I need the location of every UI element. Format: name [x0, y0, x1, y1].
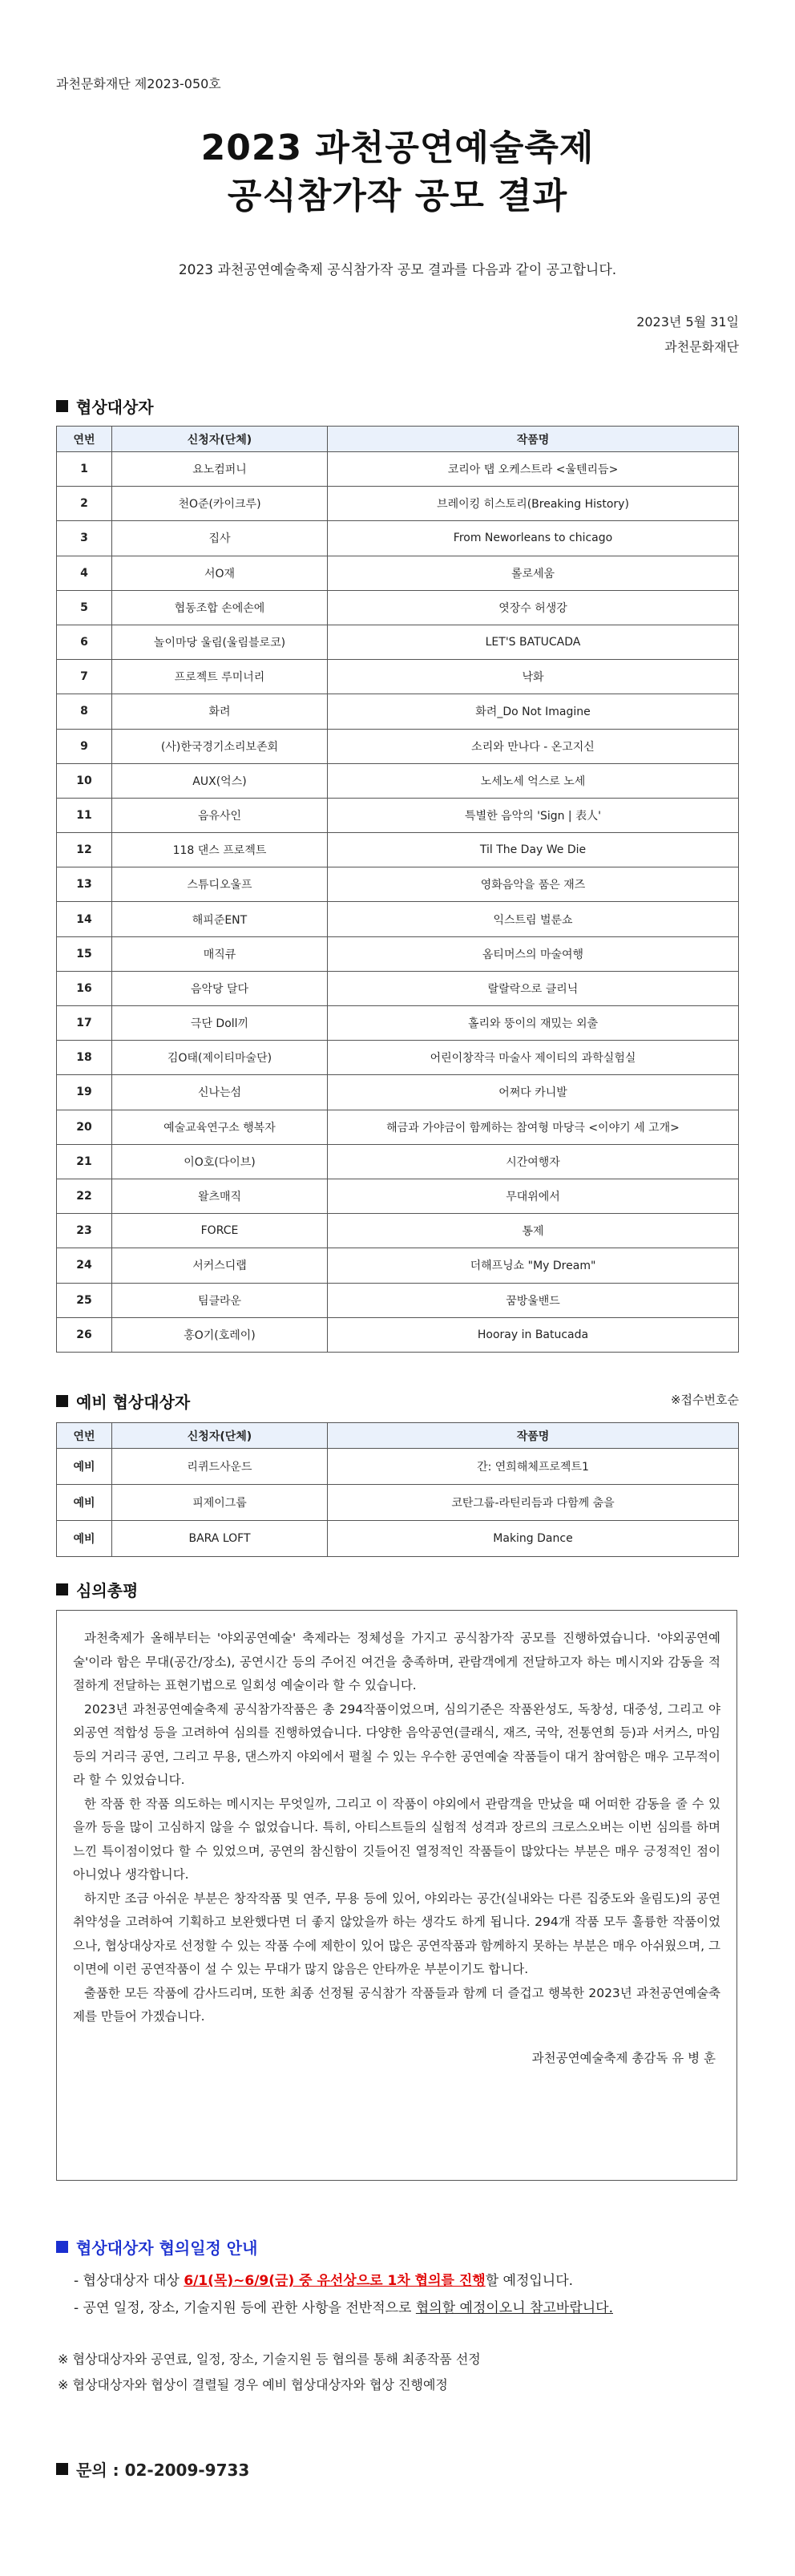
table-row [57, 971, 739, 1005]
table-row [57, 487, 739, 521]
cell-no: 예비 [57, 1521, 112, 1557]
cell-work: LET'S BATUCADA [328, 625, 739, 659]
table-row [57, 590, 739, 625]
footnote-2: ※ 협상대상자와 협상이 결렬될 경우 예비 협상대상자와 협상 진행예정 [58, 2377, 448, 2392]
table-row [57, 729, 739, 763]
contact-line [56, 2457, 249, 2481]
cell-work: 코탄그룹-라틴리듬과 다함께 춤을 [328, 1485, 739, 1521]
cell-applicant: 매직큐 [112, 936, 328, 971]
square-bullet-icon [56, 2463, 68, 2475]
cell-applicant: (사)한국경기소리보존회 [112, 729, 328, 763]
notice-date: 2023년 5월 31일 [636, 314, 739, 330]
col-header-applicant: 신청자(단체) [112, 427, 328, 452]
cell-no: 9 [57, 729, 112, 763]
cell-work: 어린이창작극 마술사 제이티의 과학실험실 [328, 1041, 739, 1075]
cell-applicant: 요노컴퍼니 [112, 452, 328, 487]
cell-applicant: 예술교육연구소 행복자 [112, 1110, 328, 1144]
cell-no: 25 [57, 1283, 112, 1317]
cell-work: 간: 연희해체프로젝트1 [328, 1449, 739, 1485]
table-row [57, 1521, 739, 1557]
review-paragraph: 출품한 모든 작품에 감사드리며, 또한 최종 선정될 공식참가 작품들과 함께 더 즐겁고 행복한 2023년 과천공연예술축제를 만들어 가겠습니다. [73, 1985, 720, 2024]
cell-work: 시간여행자 [328, 1144, 739, 1179]
cell-work: 노세노세 억스로 노세 [328, 763, 739, 798]
cell-work: 낙화 [328, 660, 739, 694]
cell-work: 해금과 가야금이 함께하는 참여형 마당극 <이야기 세 고개> [328, 1110, 739, 1144]
cell-work: From Neworleans to chicago [328, 521, 739, 556]
cell-applicant: 놀이마당 울림(울림블로코) [112, 625, 328, 659]
cell-applicant: BARA LOFT [112, 1521, 328, 1557]
table-row [57, 694, 739, 729]
section-heading-label: 예비 협상대상자 [76, 1393, 191, 1412]
review-paragraph: 2023년 과천공연예술축제 공식참가작품은 총 294작품이었으며, 심의기준은 작품완성도, 독창성, 대중성, 그리고 야외공연 적합성 등을 고려하여 심의를 진행하였습니다. 다양한 음악공연(클래식, 재즈, 국악, 전통연희 등)과 서커스, 마임 등의 거리극 공연, 그리고 무용, 댄스까지 야외에서 펼칠 수 있는 우수한 공연예술 작품들이 대거 참여함은 매우 고무적이라 할 수 있었습니다. [73, 1701, 720, 1787]
review-paragraph: 과천축제가 올해부터는 '야외공연예술' 축제라는 정체성을 가지고 공식참가작 공모를 진행하였습니다. '야외공연예술'이라 함은 무대(공간/장소), 공연시간 등의 주어진 여건을 충족하며, 관람객에게 전달하고자 하는 메시지와 감동을 적절하게 전달하는 표현기법으로 일회성 예술이라 할 수 있습니다. [73, 1631, 720, 1692]
cell-no: 15 [57, 936, 112, 971]
doc-number: 과천문화재단 제2023-050호 [56, 76, 221, 91]
cell-work: Hooray in Batucada [328, 1317, 739, 1352]
cell-applicant: 천O준(카이크루) [112, 487, 328, 521]
square-bullet-icon [56, 400, 68, 412]
section-heading-negotiation [56, 394, 154, 418]
order-note: ※접수번호순 [670, 1393, 739, 1407]
cell-applicant: 피제이그룹 [112, 1485, 328, 1521]
notice-org: 과천문화재단 [664, 339, 739, 354]
contact-text: 문의 : 02-2009-9733 [76, 2461, 250, 2480]
cell-no: 11 [57, 798, 112, 832]
table-row [57, 660, 739, 694]
table-row [57, 1144, 739, 1179]
cell-applicant: 협동조합 손에손에 [112, 590, 328, 625]
schedule-highlight: 6/1(목)~6/9(금) 중 유선상으로 1차 협의를 진행 [184, 2273, 486, 2289]
cell-work: 더해프닝쇼 "My Dream" [328, 1248, 739, 1283]
title-line-2: 공식참가작 공모 결과 [227, 176, 568, 216]
cell-applicant: 음악당 달다 [112, 971, 328, 1005]
cell-applicant: 화려 [112, 694, 328, 729]
cell-applicant: 스튜디오울프 [112, 867, 328, 902]
cell-no: 3 [57, 521, 112, 556]
cell-no: 10 [57, 763, 112, 798]
cell-applicant: FORCE [112, 1214, 328, 1248]
table-row [57, 798, 739, 832]
table-row [57, 1179, 739, 1213]
cell-work: 옴티머스의 마술여행 [328, 936, 739, 971]
cell-no: 예비 [57, 1485, 112, 1521]
cell-work: 무대위에서 [328, 1179, 739, 1213]
cell-no: 1 [57, 452, 112, 487]
cell-no: 12 [57, 833, 112, 867]
square-bullet-icon [56, 1395, 68, 1407]
cell-applicant: 집사 [112, 521, 328, 556]
cell-no: 8 [57, 694, 112, 729]
table-row [57, 763, 739, 798]
schedule-line-2 [74, 2296, 613, 2316]
cell-work: 엿장수 허생강 [328, 590, 739, 625]
cell-work: 코리아 탭 오케스트라 <울텐리듬> [328, 452, 739, 487]
cell-no: 13 [57, 867, 112, 902]
reserve-table [56, 1422, 739, 1557]
table-row [57, 936, 739, 971]
review-paragraph: 한 작품 한 작품 의도하는 메시지는 무엇일까, 그리고 이 작품이 야외에서 관람객을 만났을 때 어떠한 감동을 줄 수 있을까 등을 많이 고심하지 않을 수 없었습니다. 특히, 아티스트들의 실험적 성격과 장르의 크로스오버는 이번 심의를 하며 느낀 특이점이었다 할 수 있었으며, 공연의 참신함이 깃들어진 열정적인 작품들이 많았다는 부분은 매우 긍정적인 점이 아니었나 생각합니다. [73, 1796, 720, 1882]
table-row [57, 1248, 739, 1283]
cell-work: 영화음악을 품은 재즈 [328, 867, 739, 902]
cell-applicant: AUX(억스) [112, 763, 328, 798]
cell-work: 소리와 만나다 - 온고지신 [328, 729, 739, 763]
cell-no: 21 [57, 1144, 112, 1179]
cell-applicant: 리퀴드사운드 [112, 1449, 328, 1485]
col-header-applicant: 신청자(단체) [112, 1423, 328, 1449]
table-row [57, 521, 739, 556]
cell-applicant: 신나는섬 [112, 1075, 328, 1110]
cell-no: 26 [57, 1317, 112, 1352]
section-heading-label: 심의총평 [76, 1581, 139, 1600]
cell-work: Til The Day We Die [328, 833, 739, 867]
table-row [57, 1041, 739, 1075]
schedule-underline: 협의할 예정이오니 참고바랍니다. [415, 2300, 613, 2316]
cell-applicant: 이O호(다이브) [112, 1144, 328, 1179]
cell-applicant: 홍O기(호레이) [112, 1317, 328, 1352]
review-paragraph: 하지만 조금 아쉬운 부분은 창작작품 및 연주, 무용 등에 있어, 야외라는 공간(실내와는 다른 집중도와 울림도)의 공연 취약성을 고려하여 기획하고 보완했다면 더 좋지 않았을까 하는 생각도 하게 됩니다. 294개 작품 모두 훌륭한 작품이었으나, 협상대상자로 선정할 수 있는 작품 수에 제한이 있어 많은 공연작품과 함께하지 못하는 부분은 매우 아쉬웠으며, 그 이면에 이런 공연작품이 설 수 있는 무대가 많지 않음은 안타까운 부분이기도 합니다. [73, 1891, 720, 1976]
cell-work: Making Dance [328, 1521, 739, 1557]
cell-no: 4 [57, 556, 112, 590]
col-header-work: 작품명 [328, 1423, 739, 1449]
cell-applicant: 118 댄스 프로젝트 [112, 833, 328, 867]
cell-no: 17 [57, 1006, 112, 1041]
section-heading-label: 협상대상자 [76, 398, 154, 417]
cell-applicant: 서O재 [112, 556, 328, 590]
table-row [57, 1006, 739, 1041]
cell-work: 특별한 음악의 'Sign | 表人' [328, 798, 739, 832]
cell-no: 23 [57, 1214, 112, 1248]
reserve-table-body [57, 1449, 739, 1557]
intro-text: 2023 과천공연예술축제 공식참가작 공모 결과를 다음과 같이 공고합니다. [178, 262, 617, 278]
cell-work: 롤로세움 [328, 556, 739, 590]
cell-work: 통제 [328, 1214, 739, 1248]
cell-work: 화려_Do Not Imagine [328, 694, 739, 729]
schedule-line-1 [74, 2269, 573, 2289]
table-row [57, 902, 739, 936]
negotiation-table [56, 426, 739, 1353]
schedule-text: - 공연 일정, 장소, 기술지원 등에 관한 사항을 전반적으로 [74, 2300, 416, 2316]
cell-applicant: 팀클라운 [112, 1283, 328, 1317]
section-heading-reserve [56, 1389, 190, 1413]
cell-work: 어쩌다 카니발 [328, 1075, 739, 1110]
section-heading-label: 협상대상자 협의일정 안내 [76, 2238, 258, 2258]
footnote-1: ※ 협상대상자와 공연료, 일정, 장소, 기술지원 등 협의를 통해 최종작품 선정 [58, 2352, 481, 2367]
cell-applicant: 음유사인 [112, 798, 328, 832]
review-box [56, 1610, 737, 2181]
col-header-no: 연번 [57, 1423, 112, 1449]
table-row [57, 1075, 739, 1110]
table-row [57, 833, 739, 867]
cell-applicant: 극단 Doll끼 [112, 1006, 328, 1041]
table-row [57, 556, 739, 590]
cell-no: 22 [57, 1179, 112, 1213]
negotiation-table-body [57, 452, 739, 1353]
section-heading-review [56, 1578, 138, 1601]
table-row [57, 1449, 739, 1485]
table-header-row [57, 1423, 739, 1449]
table-row [57, 1214, 739, 1248]
cell-work: 랄랄락으로 클리닉 [328, 971, 739, 1005]
cell-no: 16 [57, 971, 112, 1005]
cell-no: 예비 [57, 1449, 112, 1485]
cell-work: 꿈방울밴드 [328, 1283, 739, 1317]
section-heading-schedule [56, 2235, 257, 2259]
col-header-no: 연번 [57, 427, 112, 452]
cell-no: 18 [57, 1041, 112, 1075]
cell-no: 6 [57, 625, 112, 659]
cell-applicant: 왈츠매직 [112, 1179, 328, 1213]
cell-applicant: 해피준ENT [112, 902, 328, 936]
cell-applicant: 서커스디랩 [112, 1248, 328, 1283]
title-line-1: 2023 과천공연예술축제 [200, 127, 595, 168]
table-row [57, 452, 739, 487]
cell-no: 5 [57, 590, 112, 625]
square-bullet-icon [56, 1583, 68, 1595]
cell-no: 7 [57, 660, 112, 694]
cell-applicant: 프로젝트 루미너리 [112, 660, 328, 694]
review-signature: 과천공연예술축제 총감독 유 병 훈 [531, 2050, 716, 2065]
cell-work: 브레이킹 히스토리(Breaking History) [328, 487, 739, 521]
cell-work: 익스트림 벌룬쇼 [328, 902, 739, 936]
cell-no: 2 [57, 487, 112, 521]
table-row [57, 1283, 739, 1317]
cell-no: 20 [57, 1110, 112, 1144]
cell-no: 14 [57, 902, 112, 936]
table-header-row [57, 427, 739, 452]
table-row [57, 625, 739, 659]
cell-no: 19 [57, 1075, 112, 1110]
cell-work: 홀리와 뚱이의 재밌는 외출 [328, 1006, 739, 1041]
square-bullet-icon [56, 2241, 68, 2253]
cell-applicant: 김O태(제이티마술단) [112, 1041, 328, 1075]
col-header-work: 작품명 [328, 427, 739, 452]
table-row [57, 1110, 739, 1144]
schedule-text: 할 예정입니다. [485, 2273, 574, 2289]
schedule-text: - 협상대상자 대상 [74, 2273, 184, 2289]
table-row [57, 1317, 739, 1352]
cell-no: 24 [57, 1248, 112, 1283]
table-row [57, 867, 739, 902]
table-row [57, 1485, 739, 1521]
